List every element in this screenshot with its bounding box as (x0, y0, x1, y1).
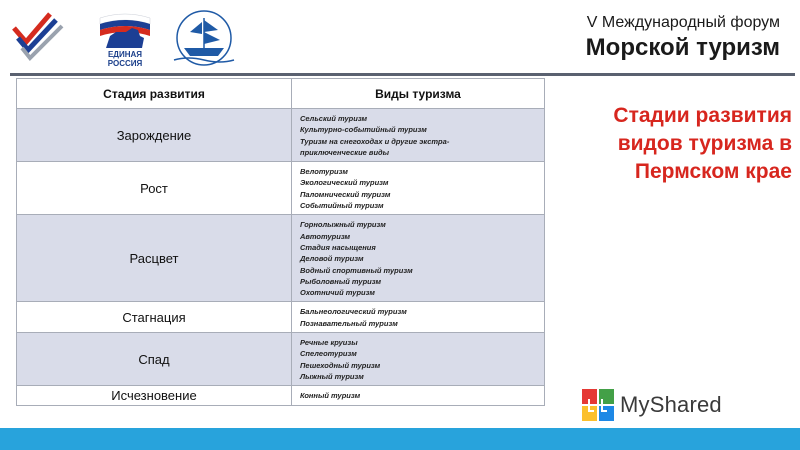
slide-title (552, 102, 792, 186)
sailing-ship-logo (168, 8, 240, 70)
stage-name: Рост (17, 162, 292, 215)
stage-name: Исчезновение (17, 386, 292, 405)
tourism-type-item: Лыжный туризм (300, 371, 364, 381)
myshared-logo-icon (580, 387, 616, 423)
stage-name: Расцвет (17, 215, 292, 302)
header-divider (10, 73, 795, 76)
tourism-type-item: Экологический туризм (300, 178, 389, 188)
tourism-type-item: Водный спортивный туризм (300, 265, 413, 275)
forum-edition-title: V Международный форум (586, 14, 780, 31)
table-row (17, 215, 545, 302)
tourism-type-item: Охотничий туризм (300, 288, 375, 298)
column-header-stage: Стадия развития (17, 79, 292, 109)
tourism-type-item: Горнолыжный туризм (300, 220, 386, 230)
tourism-types-cell (292, 109, 545, 162)
tourism-type-item: Велотуризм (300, 167, 348, 177)
tourism-type-item: Событийный туризм (300, 201, 384, 211)
tourism-type-item: Стадия насыщения (300, 242, 376, 252)
slide-title-line: Стадии развития (613, 104, 792, 127)
tourism-type-item: Познавательный туризм (300, 318, 398, 328)
tourism-stages-table (16, 78, 545, 406)
tourism-type-item: Рыболовный туризм (300, 276, 382, 286)
svg-text:ОНФ: ОНФ (37, 27, 52, 42)
tourism-type-item: Спелеотуризм (300, 349, 357, 359)
onf-checkmark-logo (10, 8, 82, 68)
table-row (17, 109, 545, 162)
stage-name: Зарождение (17, 109, 292, 162)
tourism-type-item: Сельский туризм (300, 114, 368, 123)
table-row (17, 162, 545, 215)
slide-title-line: Пермском крае (634, 160, 792, 183)
table-row (17, 386, 545, 405)
tourism-type-item: Туризм на снегоходах и другие экстра- (300, 136, 450, 146)
stage-name: Стагнация (17, 302, 292, 333)
slide-title-line: видов туризма в (617, 132, 792, 155)
tourism-type-item: Бальнеологический туризм (300, 307, 407, 317)
tourism-type-item: Паломнический туризм (300, 189, 391, 199)
tourism-types-cell (292, 302, 545, 333)
united-russia-logo (96, 8, 154, 70)
table-header-row (17, 79, 545, 109)
column-header-types: Виды туризма (292, 79, 545, 109)
tourism-types-cell (292, 386, 545, 405)
tourism-type-item: Речные круизы (300, 338, 358, 348)
tourism-types-cell (292, 215, 545, 302)
tourism-type-item: приключенческие виды (300, 147, 390, 157)
tourism-type-item: Пешеходный туризм (300, 360, 381, 370)
table-row (17, 333, 545, 386)
logos-group (10, 8, 240, 72)
myshared-watermark[interactable] (580, 387, 722, 423)
tourism-types-cell (292, 162, 545, 215)
tourism-type-item: Деловой туризм (300, 254, 364, 264)
myshared-watermark-text: MyShared (620, 392, 722, 417)
bear-flag-logo (96, 8, 154, 50)
footer-bar (0, 428, 800, 450)
tourism-type-item: Автотуризм (300, 231, 351, 241)
forum-name-title: Морской туризм (585, 34, 780, 61)
stage-name: Спад (17, 333, 292, 386)
tourism-type-item: Конный туризм (300, 391, 361, 401)
tourism-type-item: Культурно-событийный туризм (300, 125, 427, 135)
tourism-types-cell (292, 333, 545, 386)
united-russia-name: ЕДИНАЯ РОССИЯ (107, 50, 143, 68)
table-row (17, 302, 545, 333)
